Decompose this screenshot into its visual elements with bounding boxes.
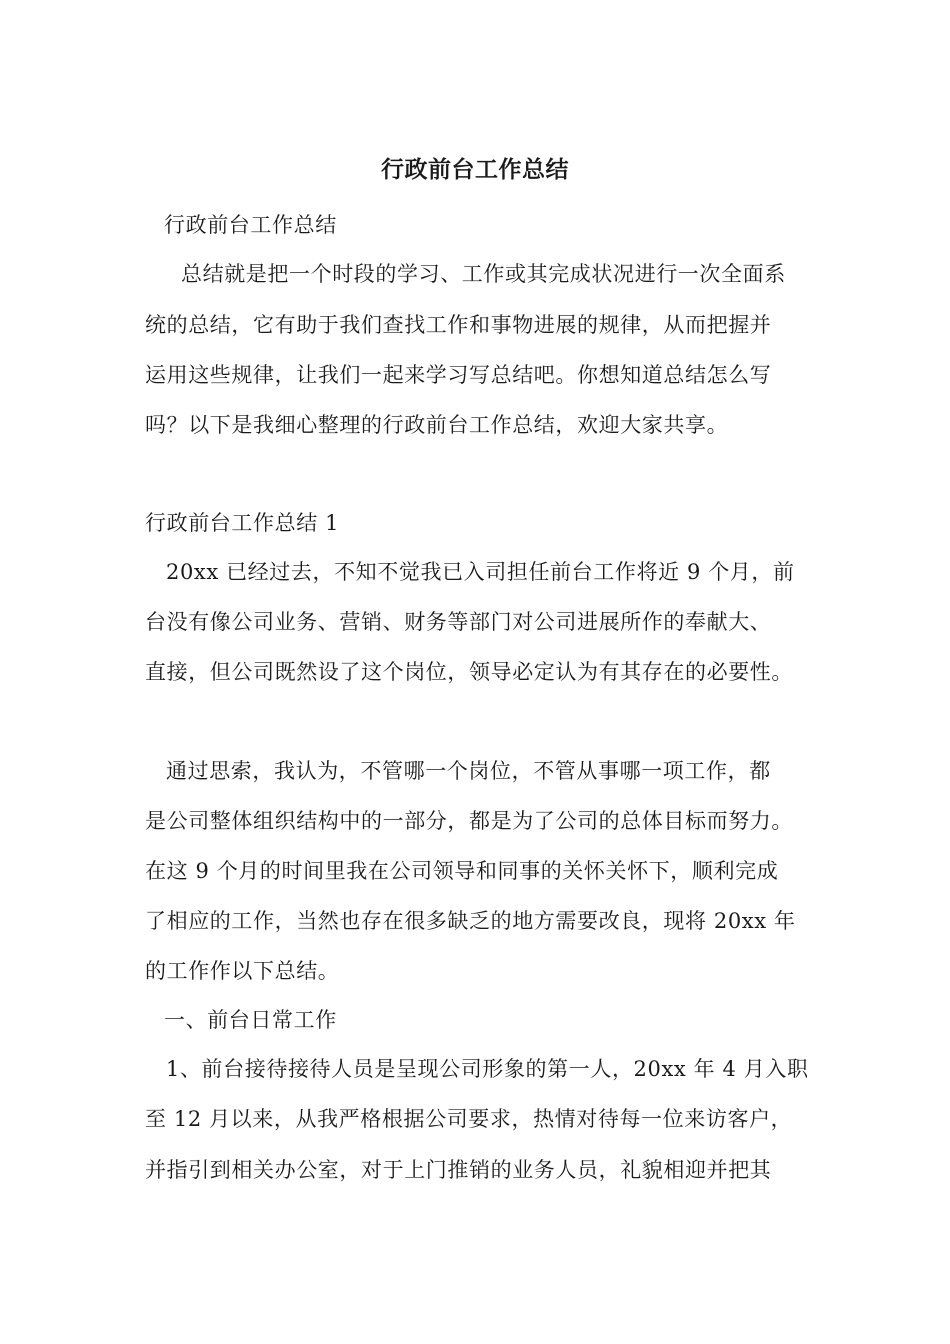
paragraph-line: 的工作作以下总结。 <box>145 959 340 983</box>
paragraph-line: 是公司整体组织结构中的一部分，都是为了公司的总体目标而努力。 <box>145 809 793 833</box>
paragraph-line: 在这 9 个月的时间里我在公司领导和同事的关怀关怀下，顺利完成 <box>145 859 779 883</box>
section-heading: 一、前台日常工作 <box>164 1008 337 1032</box>
paragraph-line: 统的总结，它有助于我们查找工作和事物进展的规律，从而把握并 <box>145 313 772 337</box>
document-title: 行政前台工作总结 <box>381 156 569 183</box>
paragraph-line: 直接，但公司既然设了这个岗位，领导必定认为有其存在的必要性。 <box>145 660 793 684</box>
paragraph-line: 20xx 已经过去，不知不觉我已入司担任前台工作将近 9 个月，前 <box>166 560 795 584</box>
paragraph-line: 至 12 月以来，从我严格根据公司要求，热情对待每一位来访客户， <box>145 1107 793 1131</box>
paragraph-line: 吗？以下是我细心整理的行政前台工作总结，欢迎大家共享。 <box>145 413 729 437</box>
paragraph-line: 并指引到相关办公室，对于上门推销的业务人员，礼貌相迎并把其 <box>145 1158 772 1182</box>
paragraph-subtitle: 行政前台工作总结 <box>164 213 337 237</box>
paragraph-line: 1、前台接待接待人员是呈现公司形象的第一人，20xx 年 4 月入职 <box>166 1057 809 1081</box>
paragraph-line: 台没有像公司业务、营销、财务等部门对公司进展所作的奉献大、 <box>145 610 772 634</box>
section-heading: 行政前台工作总结 1 <box>145 511 340 535</box>
paragraph-line: 了相应的工作，当然也存在很多缺乏的地方需要改良，现将 20xx 年 <box>145 909 796 933</box>
paragraph-line: 运用这些规律，让我们一起来学习写总结吧。你想知道总结怎么写 <box>145 363 772 387</box>
paragraph-line: 总结就是把一个时段的学习、工作或其完成状况进行一次全面系 <box>181 262 786 286</box>
paragraph-line: 通过思索，我认为，不管哪一个岗位，不管从事哪一项工作，都 <box>166 759 771 783</box>
